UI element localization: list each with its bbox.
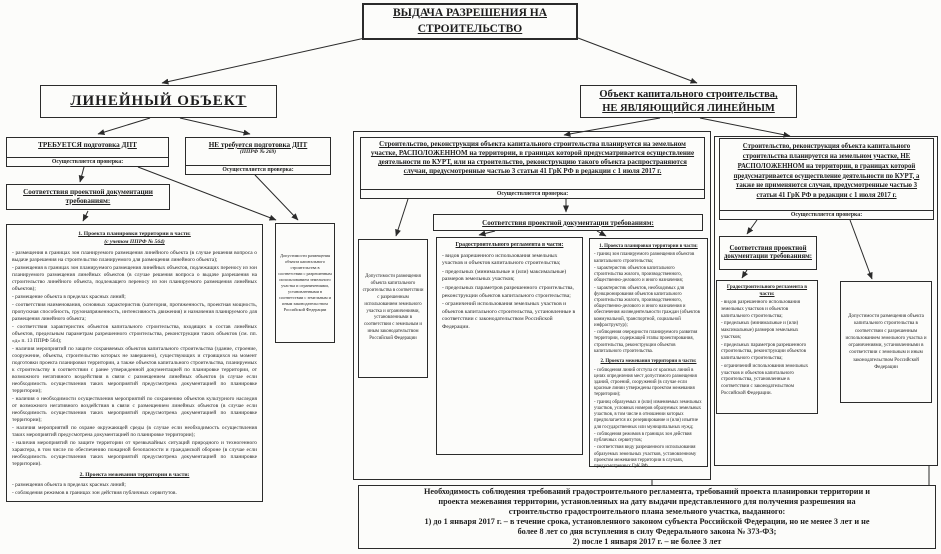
list-item: - предельных параметров разрешенного строительства, реконструкции объектов капитального строительства;: [721, 342, 807, 362]
right-town-planning-regulation-box: [716, 280, 818, 414]
left-planning-checklist-box: [6, 224, 263, 502]
gpzu-validity-lines: [424, 487, 870, 547]
list-item: - наличия о необходимости осуществления мероприятий по сохранению объектов культурного наследия от возможного негативного воздействия в связи с размещением линейных объектов (в случае если необходимость осуществления таких мероприятий предусмотрена документацией по планировке территории);: [12, 395, 257, 423]
list-item: строительство градостроительного плана земельного участка, выданного:: [508, 507, 786, 516]
mid-planning-project-box: [589, 238, 708, 470]
mid-mezh-items: [594, 368, 703, 471]
admissibility-text: Допустимости размещения объекта капитального строительства в соответствии с разрешенным использованием земельного участка и ограничениями, установленными в соответствии с земельным и иным законодательством Российской Федерации: [278, 252, 332, 313]
mid-admissibility-box: [358, 239, 428, 378]
no-kurt-header-text: Строительство, реконструкция объекта капитального строительства планируется на земельном участке, НЕ РАСПОЛОЖЕННОМ на территории, в границах которой предусматривается осуществление деятельности по КУРТ, а также не применяются случаи, предусмотренные частью 3 статьи 41 ГрК РФ в редакции с 1 июля 2017 г.: [733, 143, 920, 200]
admissibility-text: Допустимости размещения объекта капитального строительства в соответствии с разрешенным использованием земельного участка и ограничениями, установленными в соответствии с земельным и иным законодательством Российской Федерации: [845, 314, 927, 370]
nonlinear-title-line1: Объект капитального строительства,: [599, 89, 778, 101]
left-ppt-heading: 1. Проекта планировки территории в части:: [78, 231, 191, 237]
right-admissibility-box: [840, 281, 932, 403]
right-doc-compliance-box: [719, 236, 817, 270]
list-item: - соблюдения линий отступа от красных линий в целях определения мест допустимого размещения зданий, строений, сооружений (в случае если красные линии утверждены проектом межевания территории);: [594, 367, 697, 398]
kurt-header-text: Строительство, реконструкция объекта капитального строительства планируется на земельном участке, РАСПОЛОЖЕННОМ на территории, в границах которой предусматривается осуществление деятельности по КУРТ, или на строительство, реконструкцию такого объекта распространяются случаи, предусмотренные частью 3 статьи 41 ГрК РФ в редакции с 1 июля 2017 г.: [370, 140, 695, 176]
check-label: Осуществляется проверка:: [720, 210, 933, 219]
gradreg-heading: Градостроительного регламента в части:: [726, 284, 808, 298]
root-title: ВЫДАЧА РАЗРЕШЕНИЯ НА СТРОИТЕЛЬСТВО: [392, 6, 547, 35]
list-item: - предельных (минимальные и (или) максимальные) размеров земельных участков;: [442, 268, 567, 283]
linear-object-title: ЛИНЕЙНЫЙ ОБЪЕКТ: [70, 93, 247, 109]
mid-ppt-items: [594, 252, 703, 355]
dpt-not-required-note: (ППРФ № 269): [239, 149, 277, 155]
left-admissibility-box: [275, 223, 335, 343]
list-item: - наличия мероприятий по защите территории от чрезвычайных ситуаций природного и техногенного характера, в том числе по обеспечению пожарной безопасности и гражданской обороне (в случае если необходимость осуществления таких мероприятий предусмотрена документацией по планировке территории).: [12, 439, 257, 467]
list-item: более 8 лет со дня вступления в силу Федерального закона № 373-ФЗ;: [517, 527, 777, 536]
left-mezh-items: [12, 482, 257, 497]
check-label: Осуществляется проверка:: [186, 165, 330, 174]
list-item: - соответствия характеристик объектов капитального строительства, входящих в состав линейных объектов, предельным параметрам разрешенного строительства, реконструкции таких объектов (см. пп. «д» п. 13 ППРФ 564);: [12, 323, 257, 344]
list-item: Необходимость соблюдения требований градостроительного регламента, требований проекта планировки территории и: [423, 487, 871, 496]
list-item: - предельных параметров разрешенного строительства, реконструкции объектов капитального строительства;: [442, 285, 574, 299]
list-item: - размещения объекта в пределах красных линий;: [12, 482, 126, 489]
list-item: - соблюдения очередности планируемого развития территории, содержащей этапы проектирования, строительства, реконструкции объектов капитального строительства.: [594, 330, 698, 354]
list-item: - предельных (минимальные и (или) максимальные) размеров земельных участков;: [721, 321, 799, 340]
kurt-header-box: [360, 137, 705, 199]
gradreg-items: [442, 253, 577, 331]
list-item: - характеристик объектов капитального строительства жилого, производственного, общественно-делового и иного назначения;: [594, 265, 683, 284]
left-ppt-heading-note: (с учетом ППРФ № 564): [104, 239, 165, 246]
list-item: - соблюдения режимов в границах зон действия публичных сервитутов.: [12, 490, 177, 497]
list-item: проекта межевания территории, установленных на дату выдачи представленного для получения разрешения на: [438, 497, 856, 506]
list-item: - ограничений использования земельных участков и объектов капитального строительства, установленные в соответствии с законодательством Российской Федерации.: [721, 363, 809, 396]
list-item: - видов разрешенного использования земельных участков и объектов капитального строительства;: [721, 300, 801, 319]
list-item: - наличия мероприятий по защите сохраняемых объектов капитального строительства (здание, строение, сооружение, объекты, строительство которых не завершено), существующих и строящихся на момент подготовки проекта планировки территории, а также объектов капитального строительства, планируемых к строительству в соответствии с ранее утвержденной документацией по планировке территории, от возможного негативного воздействия в связи с размещением линейных объектов (в случае если необходимость осуществления таких мероприятий предусмотрена документацией по планировке территории);: [12, 345, 257, 394]
list-item: 1) до 1 января 2017 г. – в течение срока, установленного законом субъекта Российской Федерации, но не менее 3 лет и не: [424, 517, 870, 526]
gradreg-heading: Градостроительного регламента в части:: [455, 242, 564, 248]
left-doc-compliance-box: [6, 184, 170, 210]
list-item: 2) после 1 января 2017 г. – не более 3 лет: [572, 537, 722, 546]
admissibility-text: Допустимости размещения объекта капитального строительства в соответствии с разрешенным использованием земельного участка и ограничениями, установленными в соответствии с земельным и иным законодательством Российской Федерации: [362, 273, 424, 342]
doc-compliance-label: Соответствия проектной документации требованиям:: [23, 188, 153, 205]
dpt-not-required-title: НЕ требуется подготовка ДПТ: [208, 141, 308, 149]
dpt-required-box: [6, 137, 169, 167]
list-item: - характеристик объектов, необходимых для функционирования объектов капитального строительства жилого, производственного, общественно-делового и иного назначения и обеспечения жизнедеятельности граждан (объектов коммунальной, транспортной, социальной инфраструктур);: [594, 285, 700, 328]
doc-compliance-label: Соответствия проектной документации требованиям:: [482, 218, 654, 227]
left-mezh-heading: 2. Проекта межевания территории в части:: [79, 472, 190, 478]
no-kurt-header-box: [719, 138, 934, 220]
list-item: - размещение объекта в пределах красных линий;: [12, 293, 126, 300]
list-item: - видов разрешенного использования земельных участков и объектов капитального строительства;: [442, 252, 561, 267]
root-title-box: [362, 3, 578, 40]
list-item: - наличия мероприятий по охране окружающей среды (в случае если необходимость осуществления таких мероприятий предусмотрена документацией по планировке территории);: [12, 424, 257, 438]
list-item: - границ зон планируемого размещения объектов капитального строительства;: [594, 252, 695, 264]
check-label: Осуществляется проверка:: [361, 189, 704, 198]
linear-object-header: [40, 85, 277, 118]
mid-doc-compliance-box: [433, 214, 703, 231]
gpzu-validity-note-box: [358, 485, 936, 549]
list-item: - соответствия наименования, основных характеристик (категория, протяженность, проектная мощность, пропускная способность, грузонапряженность, интенсивность движения) и назначения планируемого для размещения линейного объекта;: [12, 301, 257, 322]
dpt-not-required-box: [185, 137, 331, 175]
list-item: - соблюдения режимов в границах зон действия публичных сервитутов;: [594, 431, 692, 444]
list-item: - ограничений использования земельных участков и объектов капитального строительства, установленные в соответствии с законодательством Российской Федерации.: [442, 301, 576, 330]
list-item: - размещения в границах зон планируемого размещения линейных объектов, подлежащих переносу из зон планируемого размещения линейных объектов (в случае решения вопроса о выдаче разрешения на строительство линейного объекта, подлежащего переносу из зон планируемого размещения линейных объектов);: [12, 264, 257, 292]
check-label: Осуществляется проверка:: [7, 157, 168, 166]
list-item: - границ образуемых и (или) изменяемых земельных участков, условных номеров образуемых земельных участков, в том числе в отношении которых предполагается их резервирование и (или) изъятие для государственных или муниципальных нужд;: [594, 399, 702, 430]
list-item: - размещения в границах зон планируемого размещения линейного объекта (в случае решения вопроса о выдаче разрешения на строительство планируемого для размещения линейного объекта);: [12, 249, 257, 263]
left-ppt-items: [12, 250, 257, 468]
mid-ppt-heading: 1. Проекта планировки территории в части:: [599, 244, 698, 249]
nonlinear-title-line2: НЕ ЯВЛЯЮЩИЙСЯ ЛИНЕЙНЫМ: [602, 102, 775, 114]
dpt-required-title: ТРЕБУЕТСЯ подготовка ДПТ: [38, 141, 137, 149]
nonlinear-object-header: [580, 85, 797, 118]
doc-compliance-label: Соответствия проектной документации требованиям:: [723, 244, 813, 260]
mid-mezh-heading: 2. Проекта межевания территории в части:: [600, 359, 697, 365]
gradreg-items: [721, 300, 813, 398]
mid-town-planning-regulation-box: [436, 237, 583, 455]
list-item: - соответствия виду разрешенного использования образуемых земельных участков, установленному проектом межевания территории в случаях, предусмотренных ГрК РФ.: [594, 445, 697, 470]
